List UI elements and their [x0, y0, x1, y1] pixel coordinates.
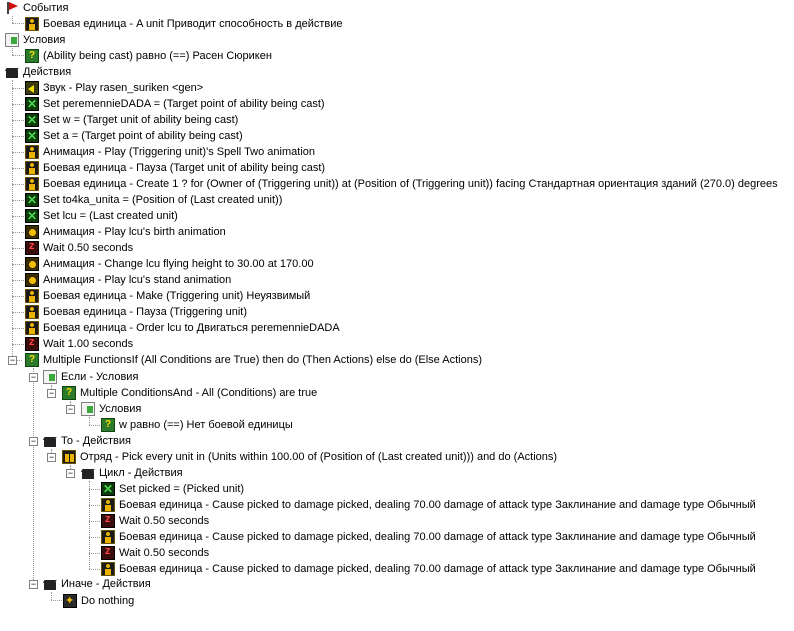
tree-node-label: Действия [23, 66, 72, 78]
wait-icon [101, 546, 115, 560]
tree-node-label: Боевая единица - Пауза (Triggering unit) [43, 306, 248, 318]
tree-node-action[interactable] [25, 320, 340, 336]
tree-node-action[interactable] [25, 112, 238, 128]
tree-connector [89, 553, 100, 554]
tree-connector [12, 328, 24, 329]
unit-icon [25, 177, 39, 191]
tree-connector [12, 23, 24, 24]
tree-node-label: Wait 0.50 seconds [119, 515, 210, 527]
tree-connector [33, 368, 34, 584]
tree-node-then-actions[interactable] [43, 433, 131, 449]
tree-connector [12, 120, 24, 121]
unit-icon [25, 17, 39, 31]
tree-connector [89, 425, 100, 426]
tree-node-label: Multiple FunctionsIf (All Conditions are True) then do (Then Actions) else do (Else Actions) [43, 354, 482, 366]
tree-node-action[interactable] [101, 561, 756, 577]
tree-connector [89, 521, 100, 522]
tree-node-label: Отряд - Pick every unit in (Units within 100.00 of (Position of (Last created unit))) and do (Actions) [80, 451, 558, 463]
tree-connector [12, 16, 13, 23]
tree-node-multi-and[interactable] [62, 385, 317, 401]
clapperboard-icon [43, 577, 57, 591]
collapse-toggle[interactable]: − [9, 355, 16, 365]
tree-node-label: Боевая единица - Cause picked to damage picked, dealing 70.00 damage of attack type Заклинание and damage type Обычный [119, 499, 756, 511]
tree-connector [12, 248, 24, 249]
tree-node-label: Звук - Play rasen_suriken <gen> [43, 82, 204, 94]
tree-node-label: Set to4ka_unita = (Position of (Last created unit)) [43, 194, 283, 206]
tree-node-action[interactable] [25, 240, 133, 256]
wait-icon [25, 241, 39, 255]
tree-node-label: Wait 0.50 seconds [119, 547, 210, 559]
collapse-toggle[interactable]: − [67, 468, 74, 478]
tree-node-actions[interactable] [5, 64, 71, 80]
conditions-icon [43, 370, 57, 384]
tree-connector [12, 264, 24, 265]
tree-node-label: Set picked = (Picked unit) [119, 483, 245, 495]
unit-icon [101, 562, 115, 576]
tree-node-action[interactable] [101, 497, 756, 513]
tree-connector [12, 88, 24, 89]
tree-node-action[interactable] [25, 288, 310, 304]
tree-connector [12, 280, 24, 281]
tree-node-label: Условия [23, 34, 66, 46]
tree-node-action[interactable] [101, 513, 209, 529]
tree-node-action[interactable] [25, 336, 133, 352]
tree-connector [12, 104, 24, 105]
tree-node-action[interactable] [25, 208, 178, 224]
tree-connector [89, 417, 90, 425]
speaker-icon [25, 81, 39, 95]
tree-node-label: Анимация - Play lcu's stand animation [43, 274, 232, 286]
tree-node-action[interactable] [25, 192, 282, 208]
tree-connector [12, 232, 24, 233]
tree-node-label: То - Действия [61, 435, 131, 447]
tree-connector [12, 216, 24, 217]
tree-node-label: Анимация - Play (Triggering unit)'s Spell Two animation [43, 146, 315, 158]
tree-node-label: Боевая единица - Create 1 ? for (Owner of (Triggering unit)) at (Position of (Triggering unit)) facing Стандартная ориентация зданий (270.0) degrees [43, 178, 778, 190]
unit-icon [25, 321, 39, 335]
tree-node-label: Wait 0.50 seconds [43, 242, 134, 254]
tree-node-label: Анимация - Change lcu flying height to 30.00 at 170.00 [43, 258, 314, 270]
tree-connector [89, 489, 100, 490]
set-variable-icon [25, 209, 39, 223]
tree-node-action[interactable] [25, 224, 226, 240]
tree-node-action[interactable] [25, 256, 314, 272]
set-variable-icon [25, 97, 39, 111]
tree-node-label: Set a = (Target point of ability being cast) [43, 130, 243, 142]
unit-icon [25, 161, 39, 175]
tree-node-label: Боевая единица - Пауза (Target unit of ability being cast) [43, 162, 326, 174]
tree-node-label: Цикл - Действия [99, 467, 183, 479]
tree-node-action[interactable] [25, 128, 243, 144]
tree-node-label: w равно (==) Нет боевой единицы [119, 419, 293, 431]
tree-connector [89, 537, 100, 538]
question-icon: ? [25, 353, 39, 367]
tree-node-label: Multiple ConditionsAnd - All (Conditions) are true [80, 387, 318, 399]
collapse-toggle[interactable]: − [67, 404, 74, 414]
question-icon: ? [62, 386, 76, 400]
tree-connector [89, 505, 100, 506]
tree-node-action[interactable] [25, 80, 203, 96]
unit-icon [101, 498, 115, 512]
tree-node-label: Иначе - Действия [61, 578, 151, 590]
tree-node-group-pick[interactable] [62, 449, 557, 465]
tree-node-action[interactable] [25, 304, 247, 320]
tree-connector [51, 592, 52, 600]
collapse-toggle[interactable]: − [48, 452, 55, 462]
tree-node-label: Боевая единица - Order lcu to Двигаться peremennieDADA [43, 322, 340, 334]
tree-node-label: Do nothing [81, 595, 135, 607]
tree-connector [12, 200, 24, 201]
tree-node-loop-actions[interactable] [81, 465, 183, 481]
unit-icon [25, 305, 39, 319]
collapse-toggle[interactable]: − [30, 372, 37, 382]
tree-node-action[interactable] [25, 176, 778, 192]
tree-connector [12, 184, 24, 185]
conditions-icon [5, 33, 19, 47]
tree-node-event[interactable] [25, 16, 343, 32]
collapse-toggle[interactable]: − [30, 436, 37, 446]
collapse-toggle[interactable]: − [48, 388, 55, 398]
clapperboard-icon [43, 434, 57, 448]
question-icon: ? [101, 418, 115, 432]
tree-node-condition[interactable] [101, 417, 293, 433]
set-variable-icon [25, 129, 39, 143]
tree-node-and-conditions[interactable] [81, 401, 141, 417]
clapperboard-icon [81, 466, 95, 480]
tree-connector [89, 569, 100, 570]
tree-node-label: Боевая единица - Cause picked to damage picked, dealing 70.00 damage of attack type Заклинание and damage type Обычный [119, 531, 756, 543]
tree-node-action[interactable] [25, 272, 231, 288]
tree-node-conditions[interactable] [5, 32, 65, 48]
tree-node-label: Боевая единица - Make (Triggering unit) Неуязвимый [43, 290, 311, 302]
tree-node-action[interactable] [101, 529, 756, 545]
tree-node-action[interactable] [101, 481, 244, 497]
wait-icon [25, 337, 39, 351]
tree-node-label: (Ability being cast) равно (==) Расен Сюрикен [43, 50, 272, 62]
tree-connector [89, 481, 90, 569]
tree-connector [12, 136, 24, 137]
tree-connector [12, 152, 24, 153]
tree-node-action[interactable] [101, 545, 209, 561]
tree-connector [12, 48, 13, 55]
question-icon: ? [25, 49, 39, 63]
tree-node-label: Set w = (Target unit of ability being cast) [43, 114, 239, 126]
animation-icon [25, 257, 39, 271]
wait-icon [101, 514, 115, 528]
clapperboard-icon [5, 65, 19, 79]
flag-icon [5, 1, 19, 15]
tree-node-label: Wait 1.00 seconds [43, 338, 134, 350]
animation-icon [25, 225, 39, 239]
tree-node-action[interactable] [25, 144, 315, 160]
tree-node-action[interactable] [25, 96, 325, 112]
unit-icon [25, 289, 39, 303]
conditions-icon [81, 402, 95, 416]
tree-node-label: Если - Условия [61, 371, 139, 383]
tree-node-action[interactable] [63, 593, 134, 609]
tree-node-if-conditions[interactable] [43, 369, 138, 385]
unit-icon [25, 145, 39, 159]
tree-node-events[interactable] [5, 0, 68, 16]
tree-node-label: Боевая единица - A unit Приводит способность в действие [43, 18, 343, 30]
unit-icon [101, 530, 115, 544]
tree-connector [12, 168, 24, 169]
tree-connector [12, 312, 24, 313]
set-variable-icon [25, 113, 39, 127]
tree-connector [12, 344, 24, 345]
tree-connector [12, 296, 24, 297]
tree-node-action[interactable] [25, 160, 325, 176]
unit-group-icon [62, 450, 76, 464]
do-nothing-icon [63, 594, 77, 608]
tree-connector [12, 55, 24, 56]
animation-icon [25, 273, 39, 287]
tree-node-label: Set peremennieDADA = (Target point of ability being cast) [43, 98, 325, 110]
set-variable-icon [25, 193, 39, 207]
tree-node-label: События [23, 2, 69, 14]
tree-node-multi-if[interactable] [25, 352, 482, 368]
set-variable-icon [101, 482, 115, 496]
tree-node-label: Боевая единица - Cause picked to damage picked, dealing 70.00 damage of attack type Заклинание and damage type Обычный [119, 563, 756, 575]
tree-node-label: Set lcu = (Last created unit) [43, 210, 178, 222]
tree-connector [12, 80, 13, 360]
collapse-toggle[interactable]: − [30, 579, 37, 589]
tree-node-condition[interactable] [25, 48, 272, 64]
tree-node-else-actions[interactable] [43, 576, 151, 592]
tree-node-label: Условия [99, 403, 142, 415]
tree-connector [51, 600, 62, 601]
tree-node-label: Анимация - Play lcu's birth animation [43, 226, 226, 238]
